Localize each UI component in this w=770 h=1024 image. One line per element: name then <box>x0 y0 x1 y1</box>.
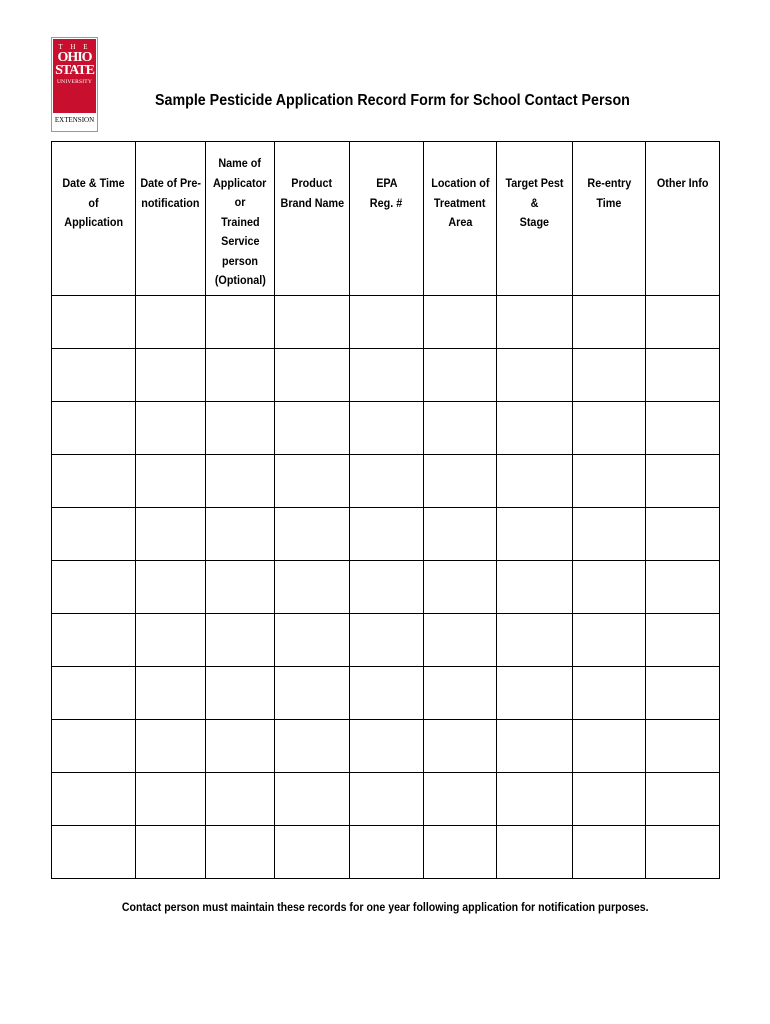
table-cell[interactable] <box>350 508 424 561</box>
table-row <box>52 455 720 508</box>
table-cell[interactable] <box>275 614 350 667</box>
table-cell[interactable] <box>573 614 646 667</box>
table-cell[interactable] <box>206 826 275 879</box>
column-header-line: Time <box>596 195 622 210</box>
table-cell[interactable] <box>52 561 136 614</box>
table-cell[interactable] <box>573 402 646 455</box>
table-cell[interactable] <box>52 667 136 720</box>
column-header-line: Date & Time of <box>62 176 125 210</box>
table-row <box>52 296 720 349</box>
table-cell[interactable] <box>206 508 275 561</box>
table-cell[interactable] <box>497 773 573 826</box>
table-cell[interactable] <box>646 667 720 720</box>
footer-text: Contact person must maintain these records for one year following application for notification purposes. <box>121 902 649 914</box>
table-cell[interactable] <box>573 667 646 720</box>
table-cell[interactable] <box>497 561 573 614</box>
logo-university: UNIVERSITY <box>57 79 92 85</box>
logo-state: STATE <box>55 63 94 78</box>
column-header-line: Brand Name <box>280 195 344 210</box>
column-header-line: notification <box>141 195 200 210</box>
table-cell[interactable] <box>424 667 497 720</box>
table-cell[interactable] <box>497 508 573 561</box>
column-header-line: Re-entry <box>587 176 631 190</box>
table-cell[interactable] <box>573 508 646 561</box>
logo-extension: EXTENSION <box>54 116 95 124</box>
table-cell[interactable] <box>136 720 206 773</box>
table-cell[interactable] <box>206 773 275 826</box>
table-cell[interactable] <box>206 561 275 614</box>
table-cell[interactable] <box>497 296 573 349</box>
table-cell[interactable] <box>136 296 206 349</box>
table-cell[interactable] <box>424 561 497 614</box>
table-cell[interactable] <box>52 720 136 773</box>
table-cell[interactable] <box>497 614 573 667</box>
column-header-line: Date of Pre- <box>140 176 201 190</box>
table-cell[interactable] <box>573 561 646 614</box>
table-row <box>52 561 720 614</box>
table-cell[interactable] <box>424 296 497 349</box>
table-cell[interactable] <box>275 561 350 614</box>
table-cell[interactable] <box>350 296 424 349</box>
table-cell[interactable] <box>424 455 497 508</box>
table-cell[interactable] <box>424 349 497 402</box>
table-cell[interactable] <box>136 773 206 826</box>
table-cell[interactable] <box>350 561 424 614</box>
table-row <box>52 773 720 826</box>
table-row <box>52 667 720 720</box>
column-header-line: Reg. # <box>370 195 403 210</box>
column-header <box>52 142 136 296</box>
table-cell[interactable] <box>350 773 424 826</box>
column-header-line: Name of <box>218 156 262 170</box>
table-cell[interactable] <box>350 614 424 667</box>
table-cell[interactable] <box>275 773 350 826</box>
table-cell[interactable] <box>497 455 573 508</box>
table-cell[interactable] <box>52 455 136 508</box>
table-cell[interactable] <box>646 296 720 349</box>
table-cell[interactable] <box>646 826 720 879</box>
logo-ohio: OHIO <box>57 50 92 65</box>
column-header-line: Area <box>447 215 473 229</box>
column-header <box>275 142 350 296</box>
table-cell[interactable] <box>497 720 573 773</box>
table-cell[interactable] <box>206 349 275 402</box>
column-header-line: Service <box>220 234 260 248</box>
column-header <box>206 142 275 296</box>
record-table <box>51 141 720 879</box>
page-title: Sample Pesticide Application Record Form for School Contact Person <box>155 92 630 109</box>
table-cell[interactable] <box>52 773 136 826</box>
table-cell[interactable] <box>646 508 720 561</box>
column-header-line: Stage <box>519 215 550 229</box>
column-header-line: person <box>221 253 258 268</box>
table-cell[interactable] <box>275 720 350 773</box>
table-cell[interactable] <box>275 508 350 561</box>
column-header <box>646 142 720 296</box>
table-cell[interactable] <box>136 349 206 402</box>
column-header <box>350 142 424 296</box>
table-cell[interactable] <box>497 826 573 879</box>
table-row <box>52 826 720 879</box>
column-header-line: Product <box>291 176 333 190</box>
table-cell[interactable] <box>275 826 350 879</box>
table-cell[interactable] <box>646 349 720 402</box>
table-cell[interactable] <box>206 667 275 720</box>
table-cell[interactable] <box>646 773 720 826</box>
table-cell[interactable] <box>424 614 497 667</box>
table-cell[interactable] <box>52 508 136 561</box>
table-cell[interactable] <box>206 614 275 667</box>
footer-note <box>0 902 770 914</box>
table-cell[interactable] <box>136 614 206 667</box>
osu-extension-logo <box>51 37 98 132</box>
table-row <box>52 402 720 455</box>
table-cell[interactable] <box>424 773 497 826</box>
column-header-line: EPA <box>375 176 398 190</box>
table-cell[interactable] <box>275 402 350 455</box>
table-cell[interactable] <box>350 349 424 402</box>
table-cell[interactable] <box>573 296 646 349</box>
table-cell[interactable] <box>424 508 497 561</box>
table-cell[interactable] <box>350 455 424 508</box>
table-cell[interactable] <box>497 402 573 455</box>
column-header-line: (Optional) <box>214 273 266 287</box>
column-header-line: Location of <box>430 176 490 190</box>
table-cell[interactable] <box>497 349 573 402</box>
table-cell[interactable] <box>52 402 136 455</box>
table-cell[interactable] <box>350 667 424 720</box>
table-row <box>52 349 720 402</box>
column-header-line: Treatment <box>434 195 486 210</box>
table-cell[interactable] <box>424 826 497 879</box>
table-cell[interactable] <box>573 455 646 508</box>
table-row <box>52 720 720 773</box>
table-cell[interactable] <box>350 720 424 773</box>
column-header <box>497 142 573 296</box>
table-cell[interactable] <box>206 720 275 773</box>
table-cell[interactable] <box>206 402 275 455</box>
table-cell[interactable] <box>497 667 573 720</box>
column-header-line: Application <box>64 215 123 229</box>
table-cell[interactable] <box>573 720 646 773</box>
table-cell[interactable] <box>573 349 646 402</box>
table-cell[interactable] <box>136 508 206 561</box>
column-header-line: Other Info <box>656 176 709 190</box>
table-row <box>52 508 720 561</box>
table-cell[interactable] <box>350 402 424 455</box>
column-header-line: or <box>234 195 246 209</box>
table-cell[interactable] <box>275 296 350 349</box>
table-cell[interactable] <box>52 296 136 349</box>
column-header <box>573 142 646 296</box>
table-cell[interactable] <box>646 720 720 773</box>
table-cell[interactable] <box>136 402 206 455</box>
table-cell[interactable] <box>136 455 206 508</box>
logo-the: T H E <box>58 43 91 51</box>
column-header-line: Applicator <box>213 175 267 190</box>
table-cell[interactable] <box>573 826 646 879</box>
table-cell[interactable] <box>646 614 720 667</box>
table-header-row <box>52 142 720 296</box>
table-cell[interactable] <box>573 773 646 826</box>
table-cell[interactable] <box>646 455 720 508</box>
column-header <box>136 142 206 296</box>
column-header <box>424 142 497 296</box>
table-cell[interactable] <box>206 455 275 508</box>
table-cell[interactable] <box>136 826 206 879</box>
table-cell[interactable] <box>275 455 350 508</box>
column-header-line: Trained <box>220 214 260 229</box>
table-cell[interactable] <box>52 614 136 667</box>
table-cell[interactable] <box>206 296 275 349</box>
table-body <box>52 296 720 879</box>
table-cell[interactable] <box>275 667 350 720</box>
table-cell[interactable] <box>424 402 497 455</box>
table-cell[interactable] <box>424 720 497 773</box>
table-cell[interactable] <box>350 826 424 879</box>
table-cell[interactable] <box>52 826 136 879</box>
table-cell[interactable] <box>136 561 206 614</box>
table-cell[interactable] <box>646 402 720 455</box>
table-cell[interactable] <box>646 561 720 614</box>
table-cell[interactable] <box>275 349 350 402</box>
logo-red-block <box>53 39 96 113</box>
column-header-line: Target Pest & <box>505 176 564 210</box>
table-cell[interactable] <box>52 349 136 402</box>
table-cell[interactable] <box>136 667 206 720</box>
table-row <box>52 614 720 667</box>
